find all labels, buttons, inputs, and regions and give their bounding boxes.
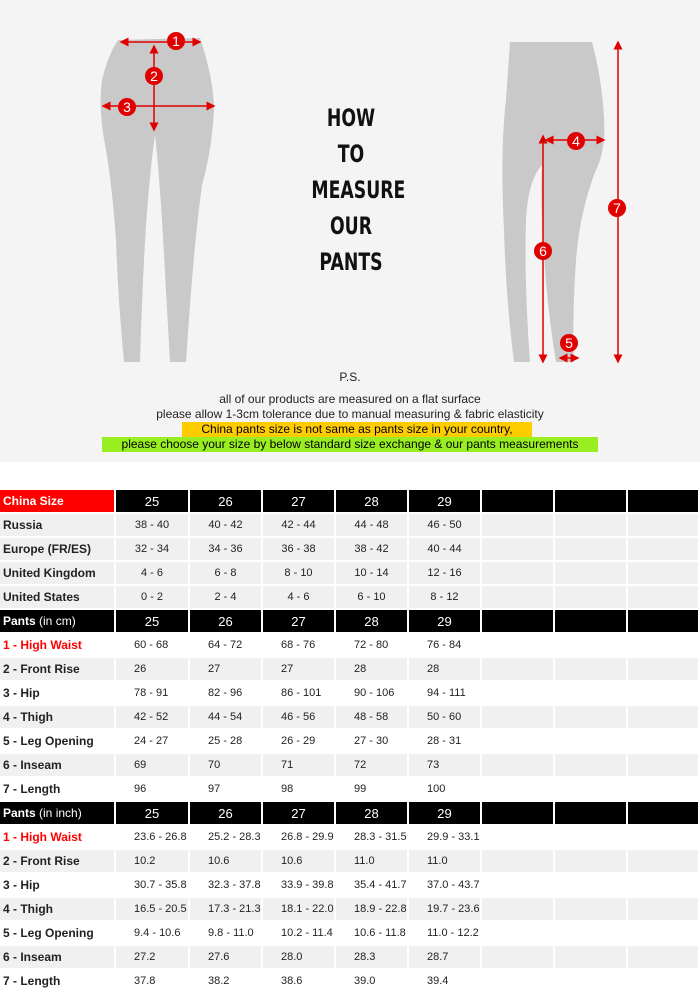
table-cell: 37.0 - 43.7 bbox=[409, 874, 482, 898]
heading-line: PANTS bbox=[319, 248, 383, 276]
table-cell: 68 - 76 bbox=[263, 634, 336, 658]
empty-cell bbox=[555, 658, 628, 682]
tolerance-note: please allow 1-3cm tolerance due to manual measuring & fabric elasticity bbox=[156, 407, 544, 421]
table-cell: 6 - 8 bbox=[190, 562, 263, 586]
table-cell: 48 - 58 bbox=[336, 706, 409, 730]
empty-cell bbox=[555, 826, 628, 850]
table-cell: 71 bbox=[263, 754, 336, 778]
row-label: 1 - High Waist bbox=[0, 826, 116, 850]
empty-cell bbox=[482, 874, 555, 898]
empty-cell bbox=[555, 730, 628, 754]
table-cell: 38.2 bbox=[190, 970, 263, 994]
empty-cell bbox=[482, 946, 555, 970]
empty-cell bbox=[482, 586, 555, 610]
flat-surface-note: all of our products are measured on a flat surface bbox=[219, 392, 481, 406]
size-header-cell: 29 bbox=[409, 610, 482, 634]
table-row bbox=[0, 730, 700, 754]
size-header-cell: 25 bbox=[116, 802, 190, 826]
table-cell: 4 - 6 bbox=[263, 586, 336, 610]
table-cell: 6 - 10 bbox=[336, 586, 409, 610]
measure-marker-5 bbox=[560, 334, 578, 352]
table-cell: 73 bbox=[409, 754, 482, 778]
row-label: 7 - Length bbox=[0, 970, 116, 994]
size-header-cell: 29 bbox=[409, 802, 482, 826]
table-row bbox=[0, 874, 700, 898]
size-header-cell: 25 bbox=[116, 610, 190, 634]
size-header-cell: 29 bbox=[409, 490, 482, 514]
empty-cell bbox=[482, 970, 555, 994]
marker-number: 3 bbox=[123, 99, 131, 115]
heading-line: OUR bbox=[329, 212, 373, 240]
table-cell: 72 bbox=[336, 754, 409, 778]
empty-cell bbox=[482, 706, 555, 730]
empty-cell bbox=[555, 514, 628, 538]
table-row bbox=[0, 682, 700, 706]
table-cell: 9.8 - 11.0 bbox=[190, 922, 263, 946]
china-size-header-row bbox=[0, 490, 700, 514]
size-warning-highlight: China pants size is not same as pants size in your country, bbox=[182, 422, 532, 437]
header-label bbox=[0, 610, 116, 634]
table-cell: 8 - 10 bbox=[263, 562, 336, 586]
table-cell: 10.2 - 11.4 bbox=[263, 922, 336, 946]
heading-line: HOW bbox=[326, 104, 376, 132]
row-label: 4 - Thigh bbox=[0, 706, 116, 730]
table-cell: 29.9 - 33.1 bbox=[409, 826, 482, 850]
empty-cell bbox=[555, 922, 628, 946]
empty-cell bbox=[628, 634, 700, 658]
empty-cell bbox=[628, 970, 700, 994]
unit-label: (in inch) bbox=[35, 806, 82, 820]
table-cell: 39.0 bbox=[336, 970, 409, 994]
size-header-cell: 25 bbox=[116, 490, 190, 514]
empty-cell bbox=[628, 754, 700, 778]
table-cell: 27 bbox=[263, 658, 336, 682]
table-cell: 34 - 36 bbox=[190, 538, 263, 562]
empty-header-cell bbox=[628, 610, 700, 634]
table-cell: 32.3 - 37.8 bbox=[190, 874, 263, 898]
table-cell: 28.0 bbox=[263, 946, 336, 970]
table-cell: 38 - 42 bbox=[336, 538, 409, 562]
table-cell: 18.9 - 22.8 bbox=[336, 898, 409, 922]
table-cell: 27.6 bbox=[190, 946, 263, 970]
table-row bbox=[0, 538, 700, 562]
table-cell: 0 - 2 bbox=[116, 586, 190, 610]
empty-cell bbox=[628, 586, 700, 610]
measure-illustration-panel bbox=[0, 0, 700, 462]
table-cell: 27 - 30 bbox=[336, 730, 409, 754]
table-cell: 42 - 44 bbox=[263, 514, 336, 538]
table-cell: 38 - 40 bbox=[116, 514, 190, 538]
table-cell: 97 bbox=[190, 778, 263, 802]
table-cell: 44 - 54 bbox=[190, 706, 263, 730]
table-cell: 37.8 bbox=[116, 970, 190, 994]
heading-line: TO bbox=[337, 140, 365, 168]
table-cell: 23.6 - 26.8 bbox=[116, 826, 190, 850]
table-cell: 28 bbox=[409, 658, 482, 682]
table-cell: 90 - 106 bbox=[336, 682, 409, 706]
empty-cell bbox=[482, 562, 555, 586]
table-cell: 50 - 60 bbox=[409, 706, 482, 730]
table-cell: 78 - 91 bbox=[116, 682, 190, 706]
table-cell: 10 - 14 bbox=[336, 562, 409, 586]
table-cell: 26.8 - 29.9 bbox=[263, 826, 336, 850]
table-cell: 19.7 - 23.6 bbox=[409, 898, 482, 922]
empty-cell bbox=[628, 898, 700, 922]
ps-label: P.S. bbox=[339, 370, 361, 384]
row-label: 2 - Front Rise bbox=[0, 850, 116, 874]
table-row bbox=[0, 826, 700, 850]
empty-cell bbox=[628, 946, 700, 970]
empty-cell bbox=[628, 514, 700, 538]
size-header-cell: 28 bbox=[336, 610, 409, 634]
empty-cell bbox=[555, 778, 628, 802]
empty-cell bbox=[555, 754, 628, 778]
table-row bbox=[0, 706, 700, 730]
table-cell: 60 - 68 bbox=[116, 634, 190, 658]
measure-marker-1 bbox=[167, 32, 185, 50]
empty-header-cell bbox=[555, 610, 628, 634]
table-cell: 40 - 42 bbox=[190, 514, 263, 538]
empty-cell bbox=[555, 682, 628, 706]
empty-cell bbox=[628, 706, 700, 730]
row-label: United Kingdom bbox=[0, 562, 116, 586]
table-cell: 2 - 4 bbox=[190, 586, 263, 610]
empty-cell bbox=[482, 778, 555, 802]
table-cell: 40 - 44 bbox=[409, 538, 482, 562]
pants-inch-header-row bbox=[0, 802, 700, 826]
table-cell: 10.6 bbox=[190, 850, 263, 874]
table-row bbox=[0, 514, 700, 538]
empty-cell bbox=[628, 538, 700, 562]
empty-cell bbox=[482, 538, 555, 562]
row-label: 3 - Hip bbox=[0, 682, 116, 706]
table-cell: 10.6 - 11.8 bbox=[336, 922, 409, 946]
size-header-cell: 27 bbox=[263, 490, 336, 514]
empty-cell bbox=[555, 586, 628, 610]
size-header-cell: 26 bbox=[190, 802, 263, 826]
empty-header-cell bbox=[482, 802, 555, 826]
table-row bbox=[0, 586, 700, 610]
table-cell: 38.6 bbox=[263, 970, 336, 994]
empty-cell bbox=[628, 658, 700, 682]
empty-cell bbox=[482, 658, 555, 682]
empty-cell bbox=[628, 826, 700, 850]
table-cell: 28.3 bbox=[336, 946, 409, 970]
table-cell: 46 - 50 bbox=[409, 514, 482, 538]
table-cell: 100 bbox=[409, 778, 482, 802]
empty-cell bbox=[482, 514, 555, 538]
header-label bbox=[0, 802, 116, 826]
table-cell: 17.3 - 21.3 bbox=[190, 898, 263, 922]
table-row bbox=[0, 658, 700, 682]
table-cell: 82 - 96 bbox=[190, 682, 263, 706]
table-row bbox=[0, 922, 700, 946]
table-cell: 28.3 - 31.5 bbox=[336, 826, 409, 850]
table-cell: 10.6 bbox=[263, 850, 336, 874]
table-cell: 18.1 - 22.0 bbox=[263, 898, 336, 922]
table-cell: 42 - 52 bbox=[116, 706, 190, 730]
empty-cell bbox=[628, 874, 700, 898]
table-cell: 96 bbox=[116, 778, 190, 802]
table-row bbox=[0, 634, 700, 658]
pants-cm-header-row bbox=[0, 610, 700, 634]
marker-number: 1 bbox=[172, 33, 180, 49]
table-cell: 26 bbox=[116, 658, 190, 682]
size-chart-table bbox=[0, 490, 700, 994]
pants-label: Pants bbox=[3, 806, 36, 820]
heading-line: MEASURE bbox=[311, 176, 406, 204]
table-cell: 64 - 72 bbox=[190, 634, 263, 658]
measure-marker-4 bbox=[567, 132, 585, 150]
table-cell: 24 - 27 bbox=[116, 730, 190, 754]
table-cell: 27 bbox=[190, 658, 263, 682]
empty-header-cell bbox=[482, 610, 555, 634]
empty-cell bbox=[482, 730, 555, 754]
empty-cell bbox=[482, 922, 555, 946]
row-label: 2 - Front Rise bbox=[0, 658, 116, 682]
empty-cell bbox=[482, 826, 555, 850]
table-cell: 11.0 - 12.2 bbox=[409, 922, 482, 946]
table-row bbox=[0, 970, 700, 994]
empty-header-cell bbox=[555, 802, 628, 826]
row-label: 6 - Inseam bbox=[0, 754, 116, 778]
table-cell: 16.5 - 20.5 bbox=[116, 898, 190, 922]
table-cell: 28.7 bbox=[409, 946, 482, 970]
empty-cell bbox=[555, 946, 628, 970]
row-label: United States bbox=[0, 586, 116, 610]
table-cell: 25 - 28 bbox=[190, 730, 263, 754]
empty-header-cell bbox=[555, 490, 628, 514]
table-cell: 76 - 84 bbox=[409, 634, 482, 658]
empty-cell bbox=[555, 562, 628, 586]
measure-marker-3 bbox=[118, 98, 136, 116]
table-row bbox=[0, 946, 700, 970]
table-cell: 12 - 16 bbox=[409, 562, 482, 586]
marker-number: 2 bbox=[150, 68, 158, 84]
table-row bbox=[0, 754, 700, 778]
table-cell: 9.4 - 10.6 bbox=[116, 922, 190, 946]
empty-cell bbox=[555, 634, 628, 658]
table-cell: 70 bbox=[190, 754, 263, 778]
table-row bbox=[0, 898, 700, 922]
empty-cell bbox=[555, 538, 628, 562]
side-pants-shape bbox=[502, 42, 604, 362]
empty-cell bbox=[555, 706, 628, 730]
table-cell: 69 bbox=[116, 754, 190, 778]
front-pants-shape bbox=[101, 38, 214, 362]
measure-marker-6 bbox=[534, 242, 552, 260]
empty-header-cell bbox=[628, 490, 700, 514]
row-label: 1 - High Waist bbox=[0, 634, 116, 658]
table-cell: 99 bbox=[336, 778, 409, 802]
empty-cell bbox=[628, 682, 700, 706]
empty-header-cell bbox=[628, 802, 700, 826]
china-size-label: China Size bbox=[3, 494, 64, 508]
table-cell: 25.2 - 28.3 bbox=[190, 826, 263, 850]
empty-cell bbox=[482, 898, 555, 922]
empty-cell bbox=[628, 922, 700, 946]
row-label: 6 - Inseam bbox=[0, 946, 116, 970]
row-label: Europe (FR/ES) bbox=[0, 538, 116, 562]
row-label: 5 - Leg Opening bbox=[0, 730, 116, 754]
empty-cell bbox=[482, 754, 555, 778]
marker-number: 5 bbox=[565, 335, 573, 351]
table-cell: 32 - 34 bbox=[116, 538, 190, 562]
empty-cell bbox=[482, 634, 555, 658]
row-label: 4 - Thigh bbox=[0, 898, 116, 922]
size-header-cell: 26 bbox=[190, 490, 263, 514]
table-cell: 86 - 101 bbox=[263, 682, 336, 706]
table-cell: 98 bbox=[263, 778, 336, 802]
size-header-cell: 28 bbox=[336, 490, 409, 514]
measure-marker-7 bbox=[608, 199, 626, 217]
marker-number: 4 bbox=[572, 133, 580, 149]
size-header-cell: 26 bbox=[190, 610, 263, 634]
table-cell: 11.0 bbox=[336, 850, 409, 874]
empty-cell bbox=[555, 874, 628, 898]
empty-header-cell bbox=[482, 490, 555, 514]
empty-cell bbox=[555, 850, 628, 874]
empty-cell bbox=[628, 562, 700, 586]
table-cell: 94 - 111 bbox=[409, 682, 482, 706]
size-header-cell: 28 bbox=[336, 802, 409, 826]
empty-cell bbox=[482, 850, 555, 874]
empty-cell bbox=[555, 898, 628, 922]
table-cell: 10.2 bbox=[116, 850, 190, 874]
table-cell: 35.4 - 41.7 bbox=[336, 874, 409, 898]
table-cell: 36 - 38 bbox=[263, 538, 336, 562]
table-cell: 72 - 80 bbox=[336, 634, 409, 658]
row-label: 3 - Hip bbox=[0, 874, 116, 898]
header-label bbox=[0, 490, 116, 514]
marker-number: 6 bbox=[539, 243, 547, 259]
row-label: 5 - Leg Opening bbox=[0, 922, 116, 946]
empty-cell bbox=[628, 778, 700, 802]
empty-cell bbox=[628, 730, 700, 754]
pants-label: Pants bbox=[3, 614, 36, 628]
table-cell: 46 - 56 bbox=[263, 706, 336, 730]
how-to-measure-heading bbox=[296, 100, 406, 280]
table-cell: 44 - 48 bbox=[336, 514, 409, 538]
row-label: Russia bbox=[0, 514, 116, 538]
table-cell: 4 - 6 bbox=[116, 562, 190, 586]
empty-cell bbox=[628, 850, 700, 874]
table-cell: 11.0 bbox=[409, 850, 482, 874]
row-label: 7 - Length bbox=[0, 778, 116, 802]
table-cell: 28 - 31 bbox=[409, 730, 482, 754]
empty-cell bbox=[555, 970, 628, 994]
table-cell: 28 bbox=[336, 658, 409, 682]
table-cell: 8 - 12 bbox=[409, 586, 482, 610]
table-cell: 26 - 29 bbox=[263, 730, 336, 754]
measure-marker-2 bbox=[145, 67, 163, 85]
size-advice-highlight: please choose your size by below standard size exchange & our pants measurements bbox=[102, 437, 598, 452]
table-row bbox=[0, 850, 700, 874]
size-header-cell: 27 bbox=[263, 610, 336, 634]
size-header-cell: 27 bbox=[263, 802, 336, 826]
table-row bbox=[0, 562, 700, 586]
unit-label: (in cm) bbox=[35, 614, 76, 628]
table-cell: 27.2 bbox=[116, 946, 190, 970]
table-row bbox=[0, 778, 700, 802]
marker-number: 7 bbox=[613, 200, 621, 216]
table-cell: 30.7 - 35.8 bbox=[116, 874, 190, 898]
table-cell: 39.4 bbox=[409, 970, 482, 994]
empty-cell bbox=[482, 682, 555, 706]
table-cell: 33.9 - 39.8 bbox=[263, 874, 336, 898]
